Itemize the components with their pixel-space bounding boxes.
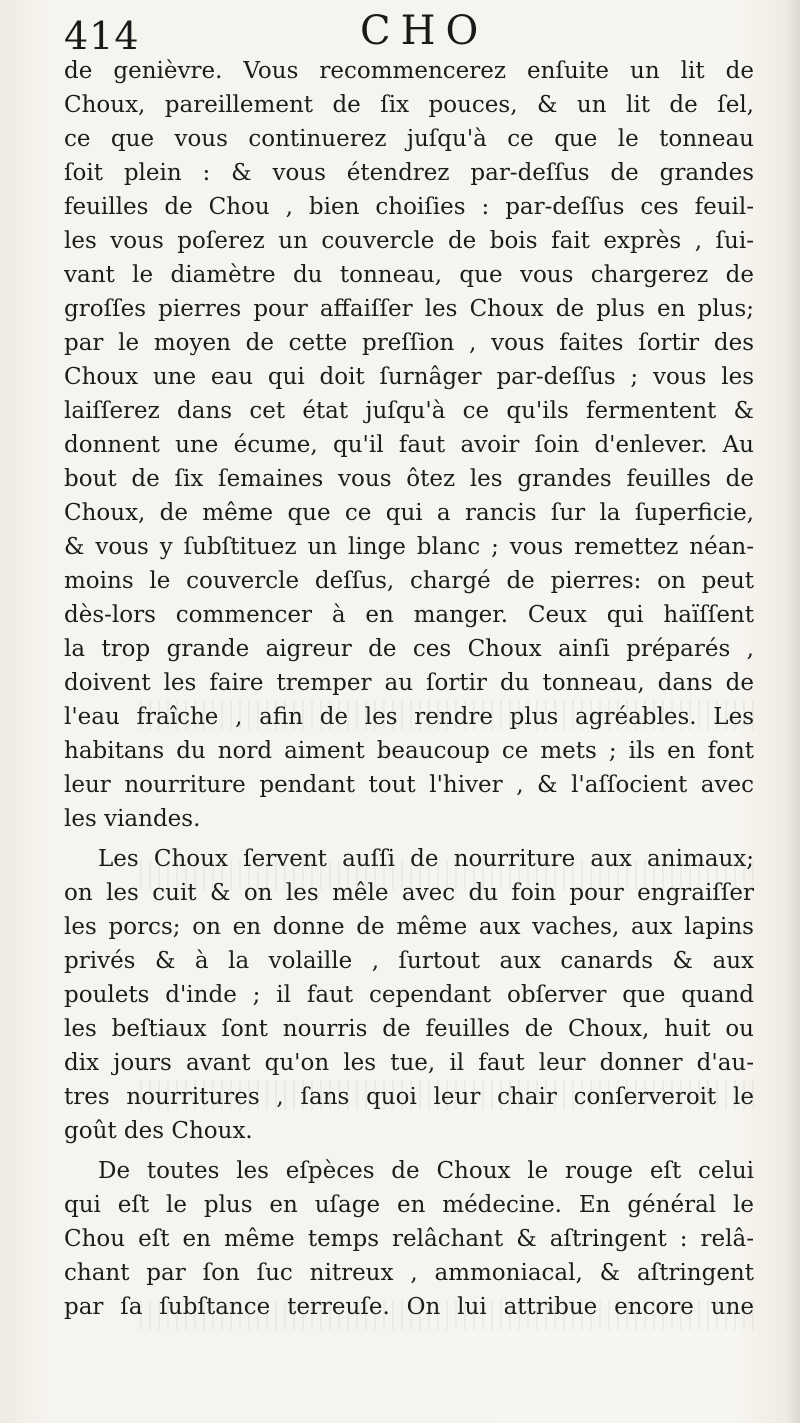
text-line: ce que vous continuerez juſqu'à ce que le tonneau: [64, 126, 754, 152]
text-line: vant le diamètre du tonneau, que vous chargerez de: [64, 262, 754, 288]
text-line: Choux une eau qui doit ſurnâger par-deſſus ; vous les: [64, 364, 754, 390]
text-line: feuilles de Chou , bien choiſies : par-deſſus ces feuil-: [64, 194, 754, 220]
page-number: 414: [64, 14, 140, 58]
text-line: poulets d'inde ; il faut cependant obſerver que quand: [64, 982, 754, 1008]
text-line: habitans du nord aiment beaucoup ce mets ; ils en font: [64, 738, 754, 764]
text-line: la trop grande aigreur de ces Choux ainſi préparés ,: [64, 636, 754, 662]
text-line: moins le couvercle deſſus, chargé de pierres: on peut: [64, 568, 754, 594]
text-line: on les cuit & on les mêle avec du foin pour engraiſſer: [64, 880, 754, 906]
text-line: Choux, de même que ce qui a rancis ſur la ſuperficie,: [64, 500, 754, 526]
text-line: ſoit plein : & vous étendrez par-deſſus de grandes: [64, 160, 754, 186]
page-edge-shadow: [786, 0, 800, 1423]
text-line: les vous poſerez un couvercle de bois fait exprès , ſui-: [64, 228, 754, 254]
text-line: chant par ſon ſuc nitreux , ammoniacal, & aſtringent: [64, 1260, 754, 1286]
text-line: dès-lors commencer à en manger. Ceux qui haïſſent: [64, 602, 754, 628]
text-line: qui eſt le plus en uſage en médecine. En général le: [64, 1192, 754, 1218]
text-line: Chou eſt en même temps relâchant & aſtringent : relâ-: [64, 1226, 754, 1252]
text-line: privés & à la volaille , ſurtout aux canards & aux: [64, 948, 754, 974]
text-line: bout de ſix ſemaines vous ôtez les grandes feuilles de: [64, 466, 754, 492]
text-line: de genièvre. Vous recommencerez enſuite un lit de: [64, 58, 754, 84]
text-line: par ſa ſubſtance terreuſe. On lui attribue encore une: [64, 1294, 754, 1320]
text-line: l'eau fraîche , afin de les rendre plus agréables. Les: [64, 704, 754, 730]
text-line: & vous y ſubſtituez un linge blanc ; vous remettez néan-: [64, 534, 754, 560]
running-head: CHO: [360, 8, 489, 54]
paragraph-3: [64, 1154, 754, 1324]
text-line: dix jours avant qu'on les tue, il faut leur donner d'au-: [64, 1050, 754, 1076]
text-line: tres nourritures , ſans quoi leur chair conſerveroit le: [64, 1084, 754, 1110]
text-line: les porcs; on en donne de même aux vaches, aux lapins: [64, 914, 754, 940]
paragraph-1: [64, 54, 754, 836]
text-line: groſſes pierres pour affaiſſer les Choux de plus en plus;: [64, 296, 754, 322]
body-text: [64, 54, 754, 1324]
text-line: goût des Choux.: [64, 1118, 253, 1144]
text-line: Les Choux ſervent auſſi de nourriture aux animaux;: [98, 846, 754, 872]
text-line: doivent les faire tremper au ſortir du tonneau, dans de: [64, 670, 754, 696]
text-line: De toutes les eſpèces de Choux le rouge eſt celui: [98, 1158, 754, 1184]
page-header: [64, 4, 754, 56]
text-line: laiſſerez dans cet état juſqu'à ce qu'ils fermentent &: [64, 398, 754, 424]
text-line: donnent une écume, qu'il faut avoir ſoin d'enlever. Au: [64, 432, 754, 458]
text-line: les beſtiaux ſont nourris de feuilles de Choux, huit ou: [64, 1016, 754, 1042]
text-line: Choux, pareillement de ſix pouces, & un lit de ſel,: [64, 92, 754, 118]
text-line: leur nourriture pendant tout l'hiver , & l'aſſocient avec: [64, 772, 754, 798]
text-line: par le moyen de cette preſſion , vous faites ſortir des: [64, 330, 754, 356]
text-line: les viandes.: [64, 806, 201, 832]
paragraph-2: [64, 842, 754, 1148]
